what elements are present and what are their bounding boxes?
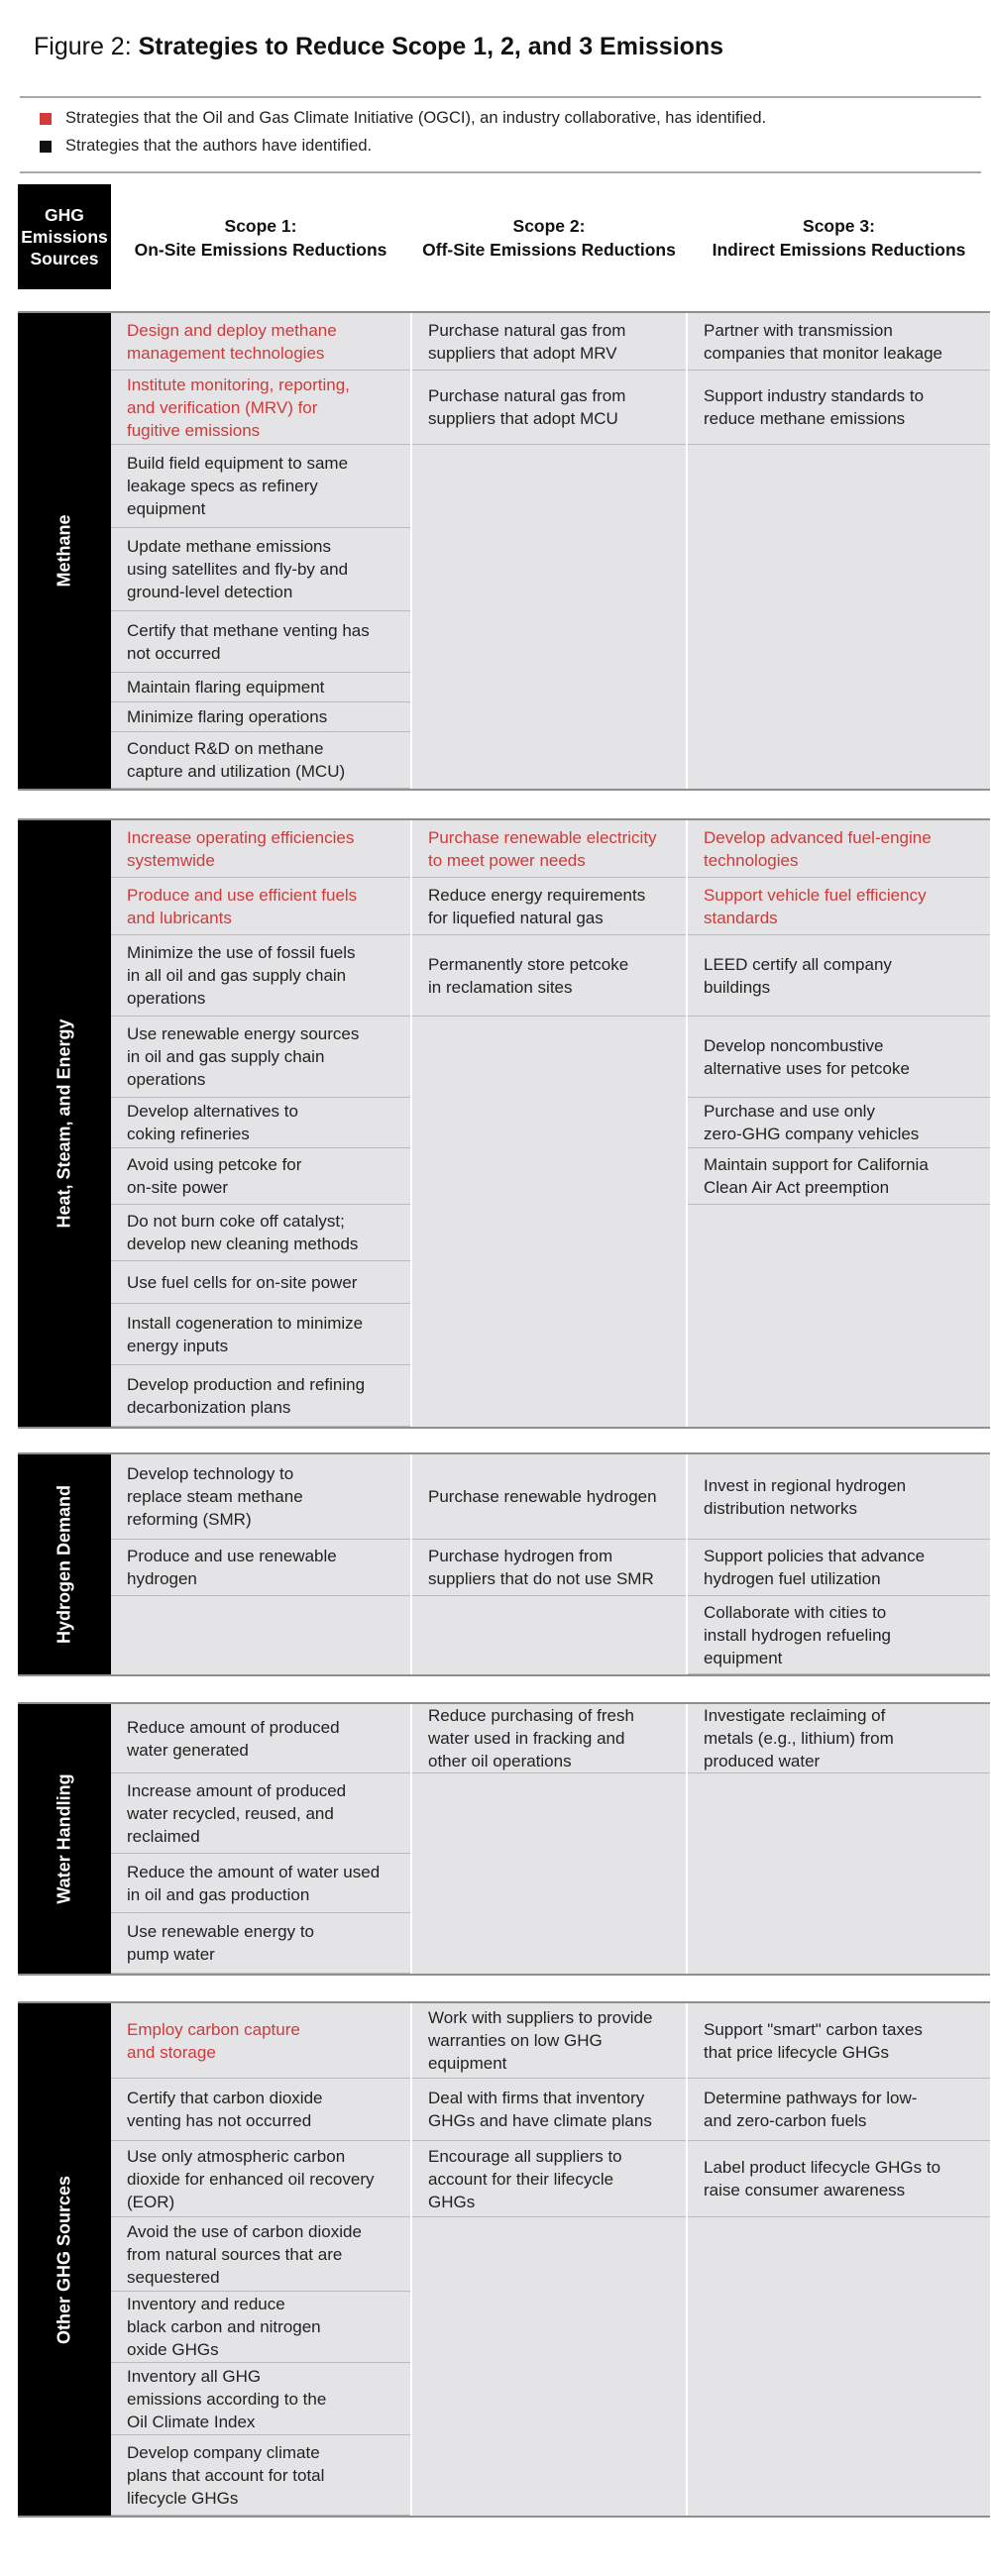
scope1-header: Scope 1: On-Site Emissions Reductions xyxy=(134,216,387,260)
strategy-cell xyxy=(688,1148,990,1205)
strategy-text: Install cogeneration to minimize energy inputs xyxy=(127,1313,364,1355)
section-top-border xyxy=(18,1702,990,1704)
strategy-text: Support policies that advance hydrogen fuel utilization xyxy=(704,1547,926,1588)
strategy-text: Develop noncombustive alternative uses for petcoke xyxy=(704,1035,910,1078)
strategy-text: Deal with firms that inventory GHGs and have climate plans xyxy=(428,2089,652,2130)
strategy-text: Certify that methane venting has not occurred xyxy=(127,620,370,663)
strategy-text: Support vehicle fuel efficiency standards xyxy=(704,885,927,927)
strategy-cell xyxy=(111,528,410,611)
strategy-text: Develop advanced fuel-engine technologies xyxy=(704,827,932,870)
strategy-cell xyxy=(688,935,990,1017)
section-top-border xyxy=(18,1452,990,1454)
scope3-column xyxy=(688,313,990,789)
strategy-text: Use fuel cells for on-site power xyxy=(127,1272,358,1292)
strategy-text: Institute monitoring, reporting, and verification (MRV) for fugitive emissions xyxy=(127,375,350,440)
section-bottom-border xyxy=(18,789,990,791)
strategy-text: Design and deploy methane management technologies xyxy=(127,320,337,363)
strategy-text: Determine pathways for low- and zero-carbon fuels xyxy=(704,2089,918,2130)
section-label-text: Hydrogen Demand xyxy=(54,1484,74,1645)
section-bottom-border xyxy=(18,1674,990,1676)
section-label-text: Heat, Steam, and Energy xyxy=(54,1019,74,1229)
strategy-cell xyxy=(111,702,410,732)
strategy-text: Permanently store petcoke in reclamation sites xyxy=(428,954,629,997)
strategy-cell xyxy=(688,820,990,878)
strategy-cell xyxy=(111,1098,410,1148)
strategy-cell xyxy=(111,2363,410,2435)
strategy-cell xyxy=(688,2141,990,2217)
strategy-cell xyxy=(412,2141,686,2217)
strategy-text: Increase operating efficiencies systemwide xyxy=(127,827,355,870)
section-bottom-border xyxy=(18,2516,990,2518)
scope2-column xyxy=(412,1454,686,1674)
strategy-cell xyxy=(688,313,990,371)
strategy-cell xyxy=(412,2003,686,2079)
strategy-cell xyxy=(412,820,686,878)
scope1-column xyxy=(111,820,410,1427)
section-top-border xyxy=(18,2001,990,2003)
strategy-cell xyxy=(412,371,686,445)
strategy-text: Produce and use efficient fuels and lubricants xyxy=(127,885,358,927)
strategy-text: Develop technology to replace steam methane reforming (SMR) xyxy=(127,1464,303,1529)
strategy-cell xyxy=(111,611,410,673)
strategy-text: Conduct R&D on methane capture and utilization (MCU) xyxy=(127,739,346,781)
strategy-text: Inventory all GHG emissions according to the Oil Climate Index xyxy=(127,2366,327,2431)
scope3-column xyxy=(688,2003,990,2516)
strategy-cell xyxy=(111,1540,410,1596)
strategy-text: Partner with transmission companies that monitor leakage xyxy=(704,320,942,363)
strategy-cell xyxy=(111,1854,410,1913)
section-label-text: Water Handling xyxy=(54,1773,74,1904)
strategy-text: Certify that carbon dioxide venting has not occurred xyxy=(127,2089,323,2130)
scope3-column xyxy=(688,1454,990,1674)
section-label xyxy=(18,311,111,791)
strategy-cell xyxy=(412,313,686,371)
strategy-text: Label product lifecycle GHGs to raise consumer awareness xyxy=(704,2158,941,2200)
strategy-text: Collaborate with cities to install hydrogen refueling equipment xyxy=(704,1602,892,1667)
section-label xyxy=(18,2001,111,2518)
scope2-column xyxy=(412,820,686,1427)
section-water-handling xyxy=(18,1702,990,1976)
strategy-text: Purchase and use only zero-GHG company vehicles xyxy=(704,1102,920,1143)
strategy-cell xyxy=(688,371,990,445)
strategy-cell xyxy=(688,2003,990,2079)
strategy-text: Increase amount of produced water recycled, reused, and reclaimed xyxy=(127,1780,347,1846)
strategy-text: Build field equipment to same leakage specs as refinery equipment xyxy=(127,454,349,518)
strategy-cell xyxy=(688,1540,990,1596)
page-title xyxy=(34,33,723,61)
scope2-column xyxy=(412,313,686,789)
strategy-text: Investigate reclaiming of metals (e.g., lithium) from produced water xyxy=(704,1706,894,1771)
section-label xyxy=(18,1452,111,1676)
strategy-text: Reduce purchasing of fresh water used in fracking and other oil operations xyxy=(428,1706,634,1771)
strategy-cell xyxy=(111,1913,410,1974)
strategy-cell xyxy=(111,1017,410,1098)
strategy-text: Purchase natural gas from suppliers that adopt MCU xyxy=(428,386,626,428)
section-other-ghg-sources xyxy=(18,2001,990,2518)
strategy-cell xyxy=(111,1304,410,1365)
strategy-text: Purchase hydrogen from suppliers that do not use SMR xyxy=(428,1547,654,1588)
strategy-cell xyxy=(412,1540,686,1596)
strategy-cell xyxy=(111,673,410,702)
scope1-column xyxy=(111,2003,410,2516)
strategy-text: Reduce energy requirements for liquefied natural gas xyxy=(428,885,646,927)
legend-text: Strategies that the Oil and Gas Climate Initiative (OGCI), an industry collaborative, has identified. xyxy=(65,109,767,127)
strategy-text: Minimize flaring operations xyxy=(127,707,328,726)
strategy-cell xyxy=(111,2141,410,2217)
strategy-text: Maintain flaring equipment xyxy=(127,678,325,697)
strategy-cell xyxy=(111,313,410,371)
scope1-column xyxy=(111,313,410,789)
strategy-cell xyxy=(688,1017,990,1098)
strategy-cell xyxy=(412,878,686,935)
strategy-cell xyxy=(111,371,410,445)
scope2-header: Scope 2: Off-Site Emissions Reductions xyxy=(422,216,676,260)
strategy-text: Update methane emissions using satellites and fly-by and ground-level detection xyxy=(127,537,349,601)
strategy-cell xyxy=(111,2435,410,2516)
scope3-header: Scope 3: Indirect Emissions Reductions xyxy=(712,216,966,260)
strategy-cell xyxy=(111,445,410,528)
legend-item-authors xyxy=(40,137,372,156)
strategy-cell xyxy=(688,1704,990,1773)
strategy-cell xyxy=(111,1365,410,1427)
strategy-cell xyxy=(412,1704,686,1773)
strategy-cell xyxy=(688,1098,990,1148)
section-bottom-border xyxy=(18,1974,990,1976)
scope2-column xyxy=(412,2003,686,2516)
strategy-text: Work with suppliers to provide warranties on low GHG equipment xyxy=(428,2008,653,2073)
strategy-cell xyxy=(688,1454,990,1540)
top-divider xyxy=(20,96,981,98)
section-label-text: Other GHG Sources xyxy=(54,2175,74,2344)
strategy-text: Avoid using petcoke for on-site power xyxy=(127,1155,302,1197)
figure-label: Figure 2: xyxy=(34,33,139,60)
section-methane xyxy=(18,311,990,791)
strategy-cell xyxy=(412,935,686,1017)
strategy-text: Purchase natural gas from suppliers that adopt MRV xyxy=(428,320,626,363)
black-square-icon xyxy=(40,141,52,153)
strategy-text: Invest in regional hydrogen distribution networks xyxy=(704,1475,907,1518)
strategy-text: Develop alternatives to coking refineries xyxy=(127,1102,298,1143)
strategy-cell xyxy=(412,1454,686,1540)
strategy-text: Minimize the use of fossil fuels in all oil and gas supply chain operations xyxy=(127,943,356,1008)
section-label-text: Methane xyxy=(54,514,74,588)
strategy-text: Develop production and refining decarbonization plans xyxy=(127,1374,366,1417)
strategy-text: Inventory and reduce black carbon and nitrogen oxide GHGs xyxy=(127,2295,321,2359)
strategy-text: Purchase renewable hydrogen xyxy=(428,1487,657,1506)
red-square-icon xyxy=(40,113,52,125)
strategy-text: Use renewable energy sources in oil and gas supply chain operations xyxy=(127,1024,360,1089)
section-top-border xyxy=(18,818,990,820)
section-label xyxy=(18,818,111,1429)
strategy-cell xyxy=(111,1704,410,1773)
strategy-cell xyxy=(111,878,410,935)
strategy-text: Reduce the amount of water used in oil and gas production xyxy=(127,1862,381,1904)
strategy-text: Maintain support for California Clean Air Act preemption xyxy=(704,1155,929,1197)
strategy-text: Support "smart" carbon taxes that price lifecycle GHGs xyxy=(704,2019,923,2062)
strategy-cell xyxy=(688,2079,990,2141)
section-top-border xyxy=(18,311,990,313)
scope2-column xyxy=(412,1704,686,1974)
strategy-text: LEED certify all company buildings xyxy=(704,954,892,997)
strategy-text: Use renewable energy to pump water xyxy=(127,1922,315,1964)
strategy-cell xyxy=(111,2079,410,2141)
scope1-column xyxy=(111,1454,410,1674)
strategy-cell xyxy=(111,820,410,878)
strategy-cell xyxy=(111,1261,410,1304)
figure-title: Strategies to Reduce Scope 1, 2, and 3 Emissions xyxy=(138,33,724,60)
strategy-cell xyxy=(111,1454,410,1540)
scope1-column xyxy=(111,1704,410,1974)
scope3-column xyxy=(688,1704,990,1974)
section-bottom-border xyxy=(18,1427,990,1429)
strategy-text: Avoid the use of carbon dioxide from natural sources that are sequestered xyxy=(127,2221,362,2287)
scope3-column xyxy=(688,820,990,1427)
strategy-text: Encourage all suppliers to account for their lifecycle GHGs xyxy=(428,2146,622,2211)
strategy-cell xyxy=(688,1596,990,1674)
strategy-cell xyxy=(111,1205,410,1261)
strategy-cell xyxy=(111,935,410,1017)
strategy-cell xyxy=(412,2079,686,2141)
strategy-cell xyxy=(111,2292,410,2363)
strategy-text: Reduce amount of produced water generated xyxy=(127,1717,340,1760)
strategy-text: Develop company climate plans that account for total lifecycle GHGs xyxy=(127,2442,325,2508)
strategy-text: Use only atmospheric carbon dioxide for enhanced oil recovery (EOR) xyxy=(127,2146,375,2211)
strategy-cell xyxy=(111,1773,410,1854)
strategy-text: Support industry standards to reduce methane emissions xyxy=(704,386,925,428)
strategy-cell xyxy=(688,878,990,935)
strategy-cell xyxy=(111,1148,410,1205)
strategy-cell xyxy=(111,2217,410,2292)
strategy-text: Produce and use renewable hydrogen xyxy=(127,1547,337,1588)
ghg-sources-header: GHG Emissions Sources xyxy=(18,184,111,289)
legend-divider xyxy=(20,171,981,173)
strategy-cell xyxy=(111,732,410,789)
legend-item-ogci xyxy=(40,109,766,128)
section-heat-steam-and-energy xyxy=(18,818,990,1429)
section-label xyxy=(18,1702,111,1976)
strategy-cell xyxy=(111,2003,410,2079)
strategy-text: Purchase renewable electricity to meet power needs xyxy=(428,827,657,870)
section-hydrogen-demand xyxy=(18,1452,990,1676)
legend-text: Strategies that the authors have identified. xyxy=(65,137,373,155)
strategy-text: Do not burn coke off catalyst; develop new cleaning methods xyxy=(127,1212,359,1253)
strategy-text: Employ carbon capture and storage xyxy=(127,2019,300,2062)
